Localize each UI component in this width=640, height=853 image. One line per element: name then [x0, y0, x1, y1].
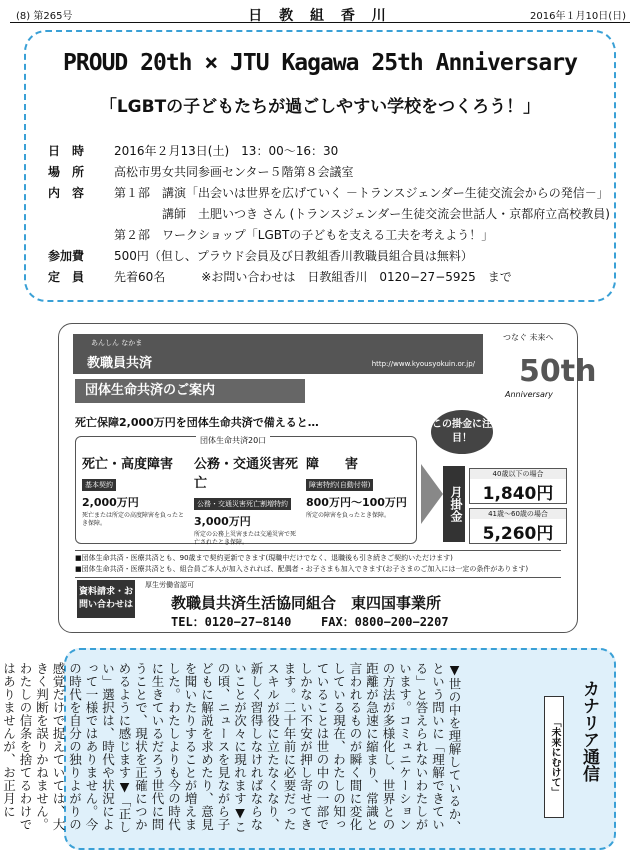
premium-41-60: 41歳〜60歳の場合 5,260円 [469, 508, 567, 544]
brand-url[interactable]: http://www.kyousyokuin.or.jp/ [371, 360, 475, 368]
attention-bubble: この掛金に注目！ [431, 410, 493, 454]
brand-ruby: あんしん なかま [91, 339, 143, 347]
coverage-caption: 団体生命共済20口 [196, 435, 270, 446]
canary-column [1, 648, 616, 850]
premium-label: 月掛金 [443, 466, 465, 542]
request-badge: 資料請求・お問い合わせは [77, 580, 135, 618]
ad-banner [73, 334, 483, 374]
org-name: 教職員共済生活協同組合 東四国事業所 [171, 594, 442, 612]
premium-under-40: 40歳以下の場合 1,840円 [469, 468, 567, 504]
coverage-accident: 公務・交通災害死亡 公務・交通災害死亡割増特約 3,000万円 所定の公務上災害または交通災害で死亡されたとき保障。 [194, 457, 299, 546]
coverage-death: 死亡・高度障害 基本契約 2,000万円 死亡または所定の高度障害を負ったとき保障。 [82, 457, 185, 527]
insurance-advertisement [58, 323, 597, 633]
event-announcement: PROUD 20th × JTU Kagawa 25th Anniversary 「LGBTの子どもたちが過ごしやすい学校をつくろう！」 日 時 2016年２月13日(土) 13：00〜16：30 場 所 高松市男女共同参画センター５階第８会議室 内 容 第１部 講演「出会いは世界を広げていく －トランスジェンダー生徒交流会からの発信－」 講師 土肥いつき さん (トランスジェンダー生徒交流会世話人・京都府立高校教員) 第２部 ワークショップ「LGBTの子どもを支える工夫を考えよう！」 参加費 500円（但し、プラウド会員及び日教組香川教職員組合員は無料） 定 員 先着60名 ※お問い合わせは 日教組香川 0120−27−5925 まで [24, 30, 616, 302]
event-subtitle: 「LGBTの子どもたちが過ごしやすい学校をつくろう！」 [99, 97, 541, 117]
issue-number: (8) 第265号 [16, 11, 73, 22]
arrow-icon [421, 464, 443, 524]
org-fax: FAX：0800−200−2207 [321, 615, 449, 629]
column-body: ▼世の中を理解しているか、という問いに「理解できている」と答えられないわたしがいます。コミュニケーションの方法が多様化し、世界との距離が急速に縮まり、常識と言われるものが瞬く間に変化している現在、わたしの知っていることは世の中の一部でしかない不安が押し寄せてきます。二十年前に必要だったスキルが役に立たなくなり、新しく習得しなければならないことが次々に現れます▼この頃、ニュースを見ながら子どもに解説を求めたり、意見を聞いたりすることが増えました。わたしよりも今の時代に生きているだろう世代に問うことで、現状を正確につかめるように感じます▼「正しい」選択は、時代や状況によって一様ではありません。今の時代を自分の独りよがりの感覚だけで捉えていては、大きく判断を誤りかねません。わたしの信条を捨てるわけではありませんが、お正月に [1, 662, 462, 834]
ad-notes: ■団体生命共済・医療共済とも、90歳まで契約更新できます(現職中だけでなく、退職後も引き続きご契約いただけます) ■団体生命共済・医療共済とも、組合員ご本人が加入されれば、配偶者・お子さまも加入できます(お子さまのご加入には一定の条件があります) [75, 550, 561, 578]
column-subtitle: 「未来にむけて」 [544, 696, 564, 818]
column-title: カナリア通信 [579, 680, 599, 782]
ministry-approval: 厚生労働省認可 [145, 581, 194, 589]
ad-lead-text: 死亡保障2,000万円を団体生命共済で備えると… [75, 416, 319, 429]
issue-date: 2016年１月10日(日) [530, 11, 626, 22]
anniversary-logo: つなぐ 未来へ 50th Anniversary [503, 333, 597, 399]
event-title: PROUD 20th × JTU Kagawa 25th Anniversary [63, 50, 577, 76]
coverage-box [75, 436, 417, 544]
page-header [10, 4, 630, 23]
newspaper-title: 日 教 組 香 川 [248, 8, 392, 24]
brand-name: 教職員共済 [87, 356, 153, 371]
org-tel[interactable]: TEL：0120−27−8140 [171, 615, 292, 629]
ad-guide-heading: 団体生命共済のご案内 [75, 379, 305, 403]
coverage-disability: 障 害 障害特約(自動付帯) 800万円〜100万円 所定の障害を負ったとき保障。 [306, 457, 407, 519]
